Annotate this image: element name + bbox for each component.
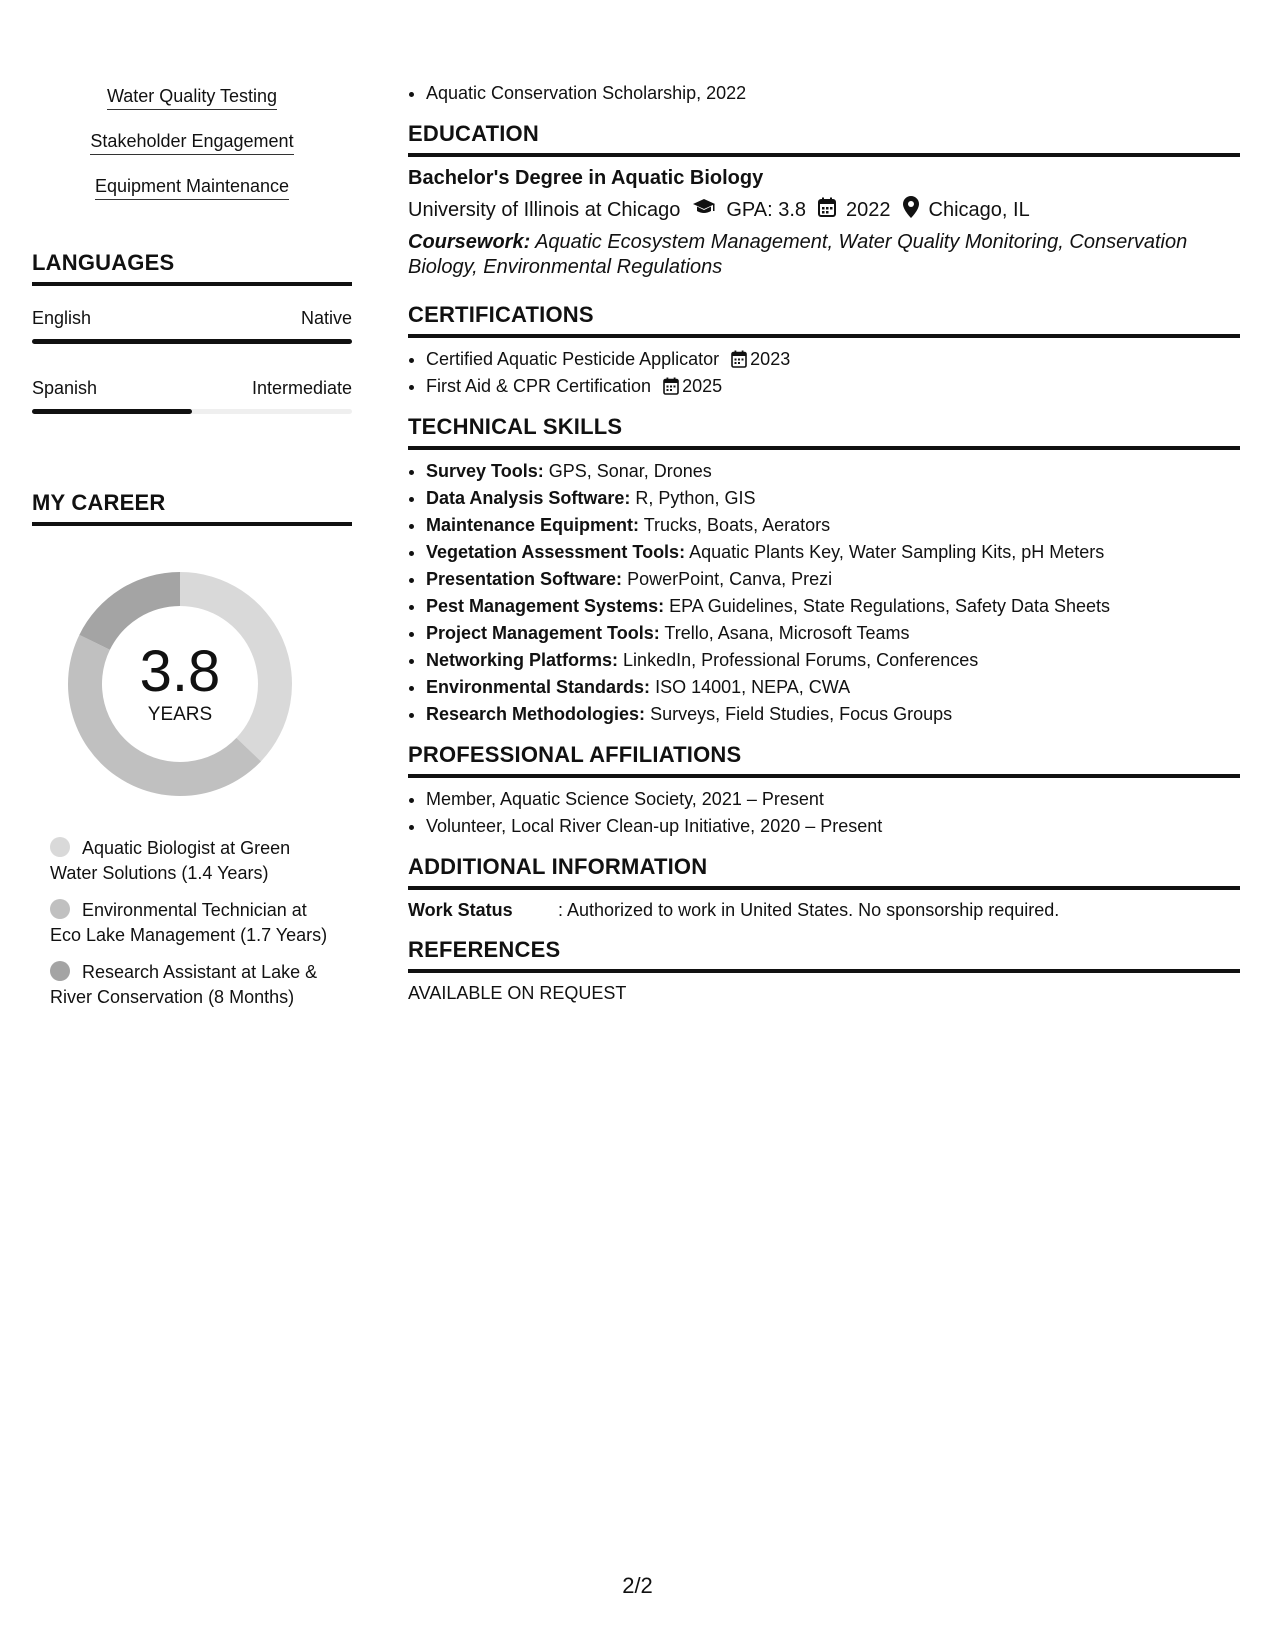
calendar-icon (731, 350, 747, 368)
coursework (408, 230, 1240, 280)
school-name: University of Illinois at Chicago (408, 198, 681, 221)
technical-skills-title: TECHNICAL SKILLS (408, 414, 1240, 450)
page-number: 2/2 (622, 1573, 653, 1598)
certifications-list (408, 346, 1240, 400)
technical-skill-item (426, 647, 1240, 674)
skill-values: GPS, Sonar, Drones (548, 461, 712, 481)
legend-dot-icon (50, 837, 70, 857)
skill-category: Presentation Software: (426, 569, 623, 589)
skill-tag: Equipment Maintenance (95, 176, 289, 200)
award-item: • Aquatic Conservation Scholarship, 2022 (426, 80, 1240, 107)
work-status (408, 900, 1240, 921)
language-bar (32, 409, 352, 414)
references-text: AVAILABLE ON REQUEST (408, 983, 627, 1003)
technical-skill-item (426, 512, 1240, 539)
education-section (408, 121, 1240, 280)
career-donut-chart (64, 568, 296, 800)
calendar-icon (818, 197, 836, 223)
skill-tags (32, 80, 352, 215)
skill-values: Trello, Asana, Microsoft Teams (664, 623, 910, 643)
affiliation-item: • Member, Aquatic Science Society, 2021 – Present (426, 786, 1240, 813)
coursework-text: Aquatic Ecosystem Management, Water Quality Monitoring, Conservation Biology, Environmental Regulations (408, 231, 1188, 278)
additional-info-section (408, 854, 1240, 921)
education-title: EDUCATION (408, 121, 1240, 157)
career-total-unit: YEARS (147, 704, 213, 725)
skill-values: EPA Guidelines, State Regulations, Safety Data Sheets (669, 596, 1111, 616)
technical-skill-item (426, 593, 1240, 620)
career-title: MY CAREER (32, 490, 352, 526)
skill-category: Environmental Standards: (426, 677, 651, 697)
technical-skill-item (426, 566, 1240, 593)
awards-list (408, 80, 1240, 107)
affiliation-item: • Volunteer, Local River Clean-up Initiative, 2020 – Present (426, 813, 1240, 840)
career-legend (32, 836, 340, 1010)
language-bar-fill (32, 409, 192, 414)
technical-skill-item (426, 539, 1240, 566)
language-name: Spanish (32, 378, 98, 398)
right-column (408, 80, 1240, 1004)
education-location: Chicago, IL (928, 198, 1030, 221)
references-section (408, 937, 1240, 1004)
career-legend-item (50, 836, 340, 886)
affiliations-list (408, 786, 1240, 840)
certification-item (426, 373, 1240, 400)
certification-year: 2025 (682, 376, 723, 396)
degree-title: Bachelor's Degree in Aquatic Biology (408, 167, 764, 189)
skill-category: Research Methodologies: (426, 704, 646, 724)
education-details (408, 196, 1240, 224)
graduation-cap-icon (692, 198, 716, 222)
skill-values: PowerPoint, Canva, Prezi (627, 569, 833, 589)
skill-values: ISO 14001, NEPA, CWA (655, 677, 851, 697)
language-item (32, 378, 352, 414)
certification-item (426, 346, 1240, 373)
technical-skill-item (426, 674, 1240, 701)
career-section (32, 490, 352, 1010)
languages-section (32, 250, 352, 414)
left-column (32, 80, 352, 1022)
certification-year: 2023 (750, 349, 791, 369)
skill-values: Aquatic Plants Key, Water Sampling Kits, pH Meters (689, 542, 1105, 562)
language-name: English (32, 308, 92, 328)
affiliations-section (408, 742, 1240, 840)
certifications-title: CERTIFICATIONS (408, 302, 1240, 338)
skill-category: Maintenance Equipment: (426, 515, 640, 535)
certifications-section (408, 302, 1240, 400)
career-legend-item (50, 960, 340, 1010)
work-status-label: Work Status (408, 900, 513, 920)
additional-info-title: ADDITIONAL INFORMATION (408, 854, 1240, 890)
career-total-value: 3.8 (139, 639, 221, 704)
gpa: GPA: 3.8 (726, 198, 807, 221)
technical-skill-item (426, 701, 1240, 728)
skill-values: R, Python, GIS (635, 488, 756, 508)
skill-values: Surveys, Field Studies, Focus Groups (650, 704, 953, 724)
skill-category: Survey Tools: (426, 461, 544, 481)
career-legend-label: Environmental Technician at Eco Lake Management (1.7 Years) (50, 900, 328, 945)
language-level: Intermediate (251, 378, 352, 398)
skill-category: Vegetation Assessment Tools: (426, 542, 686, 562)
technical-skill-item (426, 458, 1240, 485)
career-legend-item (50, 898, 340, 948)
skill-values: Trucks, Boats, Aerators (643, 515, 831, 535)
career-legend-label: Aquatic Biologist at Green Water Solutions (1.4 Years) (50, 838, 291, 883)
technical-skills-list (408, 458, 1240, 728)
graduation-year: 2022 (846, 198, 891, 221)
skill-category: Networking Platforms: (426, 650, 619, 670)
coursework-label: Coursework: (408, 231, 531, 253)
certification-name: Certified Aquatic Pesticide Applicator (426, 349, 720, 369)
references-title: REFERENCES (408, 937, 1240, 973)
calendar-icon (663, 377, 679, 395)
skill-tag: Water Quality Testing (107, 86, 277, 110)
language-item (32, 308, 352, 344)
legend-dot-icon (50, 899, 70, 919)
legend-dot-icon (50, 961, 70, 981)
certification-name: First Aid & CPR Certification (426, 376, 652, 396)
languages-title: LANGUAGES (32, 250, 352, 286)
affiliations-title: PROFESSIONAL AFFILIATIONS (408, 742, 1240, 778)
language-bar (32, 339, 352, 344)
skill-category: Project Management Tools: (426, 623, 660, 643)
technical-skill-item (426, 620, 1240, 647)
skill-tag: Stakeholder Engagement (90, 131, 293, 155)
career-legend-label: Research Assistant at Lake & River Conservation (8 Months) (50, 962, 318, 1007)
skill-category: Data Analysis Software: (426, 488, 631, 508)
technical-skills-section (408, 414, 1240, 728)
work-status-value: : Authorized to work in United States. No sponsorship required. (558, 900, 1060, 920)
location-pin-icon (903, 196, 919, 224)
technical-skill-item (426, 485, 1240, 512)
language-level: Native (300, 308, 352, 328)
language-bar-fill (32, 339, 352, 344)
skill-values: LinkedIn, Professional Forums, Conferences (623, 650, 979, 670)
skill-category: Pest Management Systems: (426, 596, 665, 616)
